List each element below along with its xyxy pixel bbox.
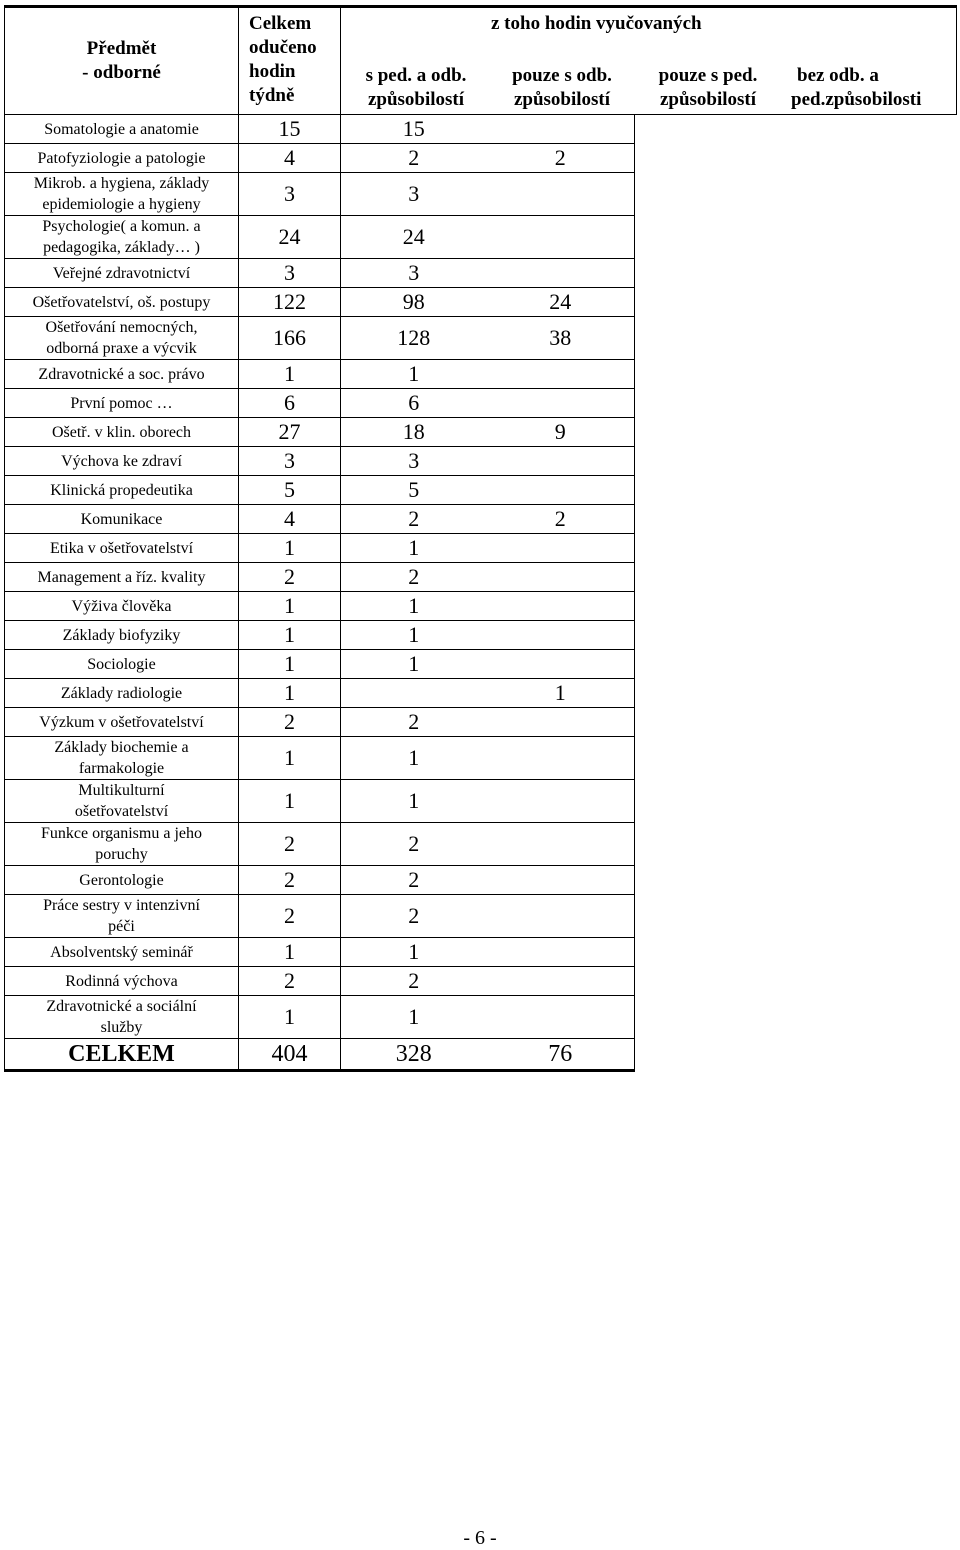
none-hours-cell: [781, 418, 957, 447]
subject-name-line: Základy radiologie: [60, 684, 183, 702]
ped-odb-hours-cell: 1: [341, 650, 487, 679]
odb-hours-cell: [487, 823, 635, 866]
total-header-line-4: týdně: [249, 85, 295, 106]
subject-cell: [5, 679, 239, 708]
none-hours-cell: [781, 259, 957, 288]
ped-hours-cell: [635, 173, 781, 216]
none-hours-cell: [781, 173, 957, 216]
ped-hours-cell: [635, 563, 781, 592]
odb-hours-cell: [487, 650, 635, 679]
table-row: [5, 476, 957, 505]
col-ped-odb-header: [351, 64, 481, 112]
ped-hours-cell: [635, 389, 781, 418]
col-none-line-2: ped.způsobilosti: [791, 89, 922, 110]
ped-odb-hours-cell: 2: [341, 505, 487, 534]
ped-odb-hours-cell: 128: [341, 317, 487, 360]
odb-hours-cell: [487, 259, 635, 288]
col-ped-line-1: pouze s ped.: [658, 65, 758, 86]
subject-name-line: péči: [108, 918, 135, 935]
subject-name-line: Základy biochemie a: [54, 739, 189, 756]
odb-hours-cell: 38: [487, 317, 635, 360]
total-header-line-1: Celkem: [249, 13, 312, 34]
subject-name-line: Základy biofyziky: [62, 626, 181, 644]
odb-hours-cell: 1: [487, 679, 635, 708]
none-hours-cell: [781, 563, 957, 592]
none-hours-cell: [781, 708, 957, 737]
total-hours-cell: 1: [239, 534, 341, 563]
total-hours-cell: 5: [239, 476, 341, 505]
ped-hours-cell: [635, 259, 781, 288]
none-hours-cell: [781, 476, 957, 505]
subject-cell: [5, 144, 239, 173]
none-hours-cell: [781, 317, 957, 360]
none-hours-cell: [781, 996, 957, 1039]
subject-name-line: Výživa člověka: [71, 597, 172, 615]
subject-cell: [5, 173, 239, 216]
subject-cell: [5, 823, 239, 866]
ped-hours-cell: [635, 476, 781, 505]
total-hours-cell: 2: [239, 708, 341, 737]
subject-cell: [5, 996, 239, 1039]
ped-hours-cell: [635, 996, 781, 1039]
ped-hours-cell: [635, 895, 781, 938]
odb-hours-cell: [487, 996, 635, 1039]
ped-odb-hours-cell: 3: [341, 173, 487, 216]
none-hours-cell: [781, 288, 957, 317]
table-row: [5, 534, 957, 563]
subject-header: [5, 7, 239, 115]
group-title: z toho hodin vyučovaných: [491, 13, 702, 34]
table-row: [5, 679, 957, 708]
subject-name-line: farmakologie: [78, 760, 165, 777]
none-hours-cell: [781, 650, 957, 679]
subject-name-line: Etika v ošetřovatelství: [49, 539, 194, 557]
subject-cell: [5, 288, 239, 317]
ped-hours-cell: [635, 780, 781, 823]
ped-odb-hours-cell: 2: [341, 823, 487, 866]
subject-cell: [5, 650, 239, 679]
subject-cell: [5, 563, 239, 592]
odb-hours-cell: 9: [487, 418, 635, 447]
subject-header-line-1: Předmět: [86, 38, 157, 59]
odb-hours-cell: [487, 708, 635, 737]
subject-name-line: poruchy: [95, 846, 148, 863]
ped-hours-cell: [635, 938, 781, 967]
odb-hours-cell: [487, 938, 635, 967]
subject-cell: [5, 259, 239, 288]
subject-name-line: Absolventský seminář: [50, 943, 193, 961]
table-row: [5, 389, 957, 418]
grand-total-hours: 404: [239, 1039, 341, 1071]
table-row: [5, 780, 957, 823]
subject-cell: [5, 621, 239, 650]
ped-hours-cell: [635, 967, 781, 996]
col-odb-line-2: způsobilostí: [513, 89, 611, 110]
odb-hours-cell: [487, 534, 635, 563]
col-ped-odb-line-2: způsobilostí: [367, 89, 465, 110]
odb-hours-cell: [487, 360, 635, 389]
none-hours-cell: [781, 823, 957, 866]
subject-cell: [5, 967, 239, 996]
group-header: [341, 7, 957, 115]
subject-name-line: Zdravotnické a soc. právo: [38, 365, 205, 383]
subject-name-line: Ošetřovatelství, oš. postupy: [32, 293, 211, 311]
total-hours-cell: 3: [239, 173, 341, 216]
none-hours-cell: [781, 389, 957, 418]
none-hours-cell: [781, 144, 957, 173]
table-row: [5, 115, 957, 144]
table-row: [5, 895, 957, 938]
hours-table-sheet: [4, 5, 956, 1072]
subject-name-line: Ošetř. v klin. oborech: [51, 423, 192, 441]
table-row: [5, 996, 957, 1039]
total-hours-cell: 24: [239, 216, 341, 259]
subject-name-line: odborná praxe a výcvik: [46, 340, 197, 357]
ped-odb-hours-cell: 18: [341, 418, 487, 447]
total-hours-header: [239, 7, 341, 115]
odb-hours-cell: 2: [487, 505, 635, 534]
ped-odb-hours-cell: 1: [341, 534, 487, 563]
subject-cell: [5, 708, 239, 737]
grand-total-odb: 76: [487, 1039, 635, 1071]
none-hours-cell: [781, 737, 957, 780]
subject-cell: [5, 216, 239, 259]
total-hours-cell: 166: [239, 317, 341, 360]
ped-hours-cell: [635, 679, 781, 708]
table-row: [5, 592, 957, 621]
ped-odb-hours-cell: 15: [341, 115, 487, 144]
hours-table: [4, 5, 957, 1072]
total-hours-cell: 1: [239, 679, 341, 708]
table-row: [5, 967, 957, 996]
none-hours-cell: [781, 534, 957, 563]
subject-cell: [5, 592, 239, 621]
none-hours-cell: [781, 621, 957, 650]
table-row: [5, 621, 957, 650]
ped-odb-hours-cell: 2: [341, 967, 487, 996]
col-odb-line-1: pouze s odb.: [512, 65, 612, 86]
none-hours-cell: [781, 780, 957, 823]
total-hours-cell: 1: [239, 938, 341, 967]
ped-hours-cell: [635, 866, 781, 895]
ped-hours-cell: [635, 144, 781, 173]
subject-cell: [5, 360, 239, 389]
table-row: [5, 505, 957, 534]
odb-hours-cell: 24: [487, 288, 635, 317]
table-row: [5, 144, 957, 173]
table-row: [5, 737, 957, 780]
total-hours-cell: 122: [239, 288, 341, 317]
table-row: [5, 259, 957, 288]
subject-name-line: Veřejné zdravotnictví: [52, 264, 191, 282]
subject-name-line: Mikrob. a hygiena, základy: [33, 175, 210, 192]
subject-cell: [5, 476, 239, 505]
subject-name-line: ošetřovatelství: [74, 803, 169, 820]
odb-hours-cell: [487, 621, 635, 650]
none-hours-cell: [781, 505, 957, 534]
odb-hours-cell: [487, 173, 635, 216]
ped-odb-hours-cell: 2: [341, 563, 487, 592]
odb-hours-cell: [487, 389, 635, 418]
none-hours-cell: [781, 895, 957, 938]
subject-cell: [5, 115, 239, 144]
subject-name-line: Ošetřování nemocných,: [45, 319, 198, 336]
subject-name-line: Psychologie( a komun. a: [42, 218, 201, 235]
subject-name-line: Gerontologie: [79, 871, 164, 889]
subject-name-line: Patofyziologie a patologie: [37, 149, 206, 167]
subject-name-line: pedagogika, základy… ): [43, 239, 200, 256]
col-none-line-1: bez odb. a: [797, 65, 879, 86]
ped-hours-cell: [635, 708, 781, 737]
ped-hours-cell: [635, 216, 781, 259]
subject-name-line: Somatologie a anatomie: [44, 120, 199, 138]
table-row: [5, 866, 957, 895]
none-hours-cell: [781, 592, 957, 621]
ped-odb-hours-cell: 98: [341, 288, 487, 317]
ped-hours-cell: [635, 447, 781, 476]
total-hours-cell: 4: [239, 505, 341, 534]
odb-hours-cell: [487, 737, 635, 780]
ped-hours-cell: [635, 621, 781, 650]
subject-cell: [5, 866, 239, 895]
grand-total-ped: [635, 1039, 781, 1071]
total-hours-cell: 2: [239, 866, 341, 895]
subject-name-line: Výzkum v ošetřovatelství: [39, 713, 204, 731]
table-row: [5, 708, 957, 737]
ped-odb-hours-cell: 24: [341, 216, 487, 259]
odb-hours-cell: [487, 866, 635, 895]
none-hours-cell: [781, 938, 957, 967]
ped-odb-hours-cell: 6: [341, 389, 487, 418]
subject-name-line: služby: [100, 1019, 143, 1036]
table-row: [5, 173, 957, 216]
ped-odb-hours-cell: 2: [341, 144, 487, 173]
total-hours-cell: 1: [239, 621, 341, 650]
ped-odb-hours-cell: [341, 679, 487, 708]
subject-name-line: Klinická propedeutika: [50, 481, 193, 499]
ped-hours-cell: [635, 505, 781, 534]
subject-header-line-2: - odborné: [82, 62, 161, 83]
total-hours-cell: 2: [239, 563, 341, 592]
total-hours-cell: 3: [239, 447, 341, 476]
page-number: - 6 -: [463, 1527, 497, 1549]
ped-odb-hours-cell: 5: [341, 476, 487, 505]
total-header-line-3: hodin: [249, 61, 296, 82]
ped-hours-cell: [635, 650, 781, 679]
subject-name-line: epidemiologie a hygieny: [42, 196, 201, 213]
ped-odb-hours-cell: 1: [341, 621, 487, 650]
odb-hours-cell: 2: [487, 144, 635, 173]
table-row: [5, 360, 957, 389]
ped-hours-cell: [635, 592, 781, 621]
subject-name-line: Komunikace: [80, 510, 163, 528]
total-hours-cell: 3: [239, 259, 341, 288]
subject-cell: [5, 780, 239, 823]
none-hours-cell: [781, 115, 957, 144]
odb-hours-cell: [487, 447, 635, 476]
subject-cell: [5, 317, 239, 360]
col-none-header: [791, 64, 960, 112]
total-hours-cell: 1: [239, 996, 341, 1039]
table-row: [5, 317, 957, 360]
total-hours-cell: 2: [239, 967, 341, 996]
odb-hours-cell: [487, 216, 635, 259]
ped-odb-hours-cell: 1: [341, 737, 487, 780]
ped-odb-hours-cell: 2: [341, 866, 487, 895]
table-row: [5, 216, 957, 259]
total-hours-cell: 1: [239, 780, 341, 823]
odb-hours-cell: [487, 476, 635, 505]
total-hours-cell: 27: [239, 418, 341, 447]
subject-name-line: Sociologie: [87, 655, 156, 673]
total-hours-cell: 1: [239, 650, 341, 679]
col-odb-header: [493, 64, 631, 112]
total-hours-cell: 1: [239, 737, 341, 780]
total-hours-cell: 1: [239, 360, 341, 389]
odb-hours-cell: [487, 780, 635, 823]
none-hours-cell: [781, 447, 957, 476]
subject-cell: [5, 447, 239, 476]
grand-total-ped-odb: 328: [341, 1039, 487, 1071]
total-hours-cell: 2: [239, 823, 341, 866]
ped-odb-hours-cell: 1: [341, 780, 487, 823]
subject-name-line: První pomoc …: [70, 394, 173, 412]
subject-name-line: Rodinná výchova: [65, 972, 178, 990]
table-row: [5, 823, 957, 866]
ped-odb-hours-cell: 3: [341, 447, 487, 476]
odb-hours-cell: [487, 563, 635, 592]
subject-cell: [5, 389, 239, 418]
subject-cell: [5, 938, 239, 967]
col-ped-header: [639, 64, 777, 112]
ped-hours-cell: [635, 115, 781, 144]
table-row: [5, 288, 957, 317]
table-row: [5, 563, 957, 592]
total-row: [5, 1039, 957, 1071]
odb-hours-cell: [487, 967, 635, 996]
subject-cell: [5, 737, 239, 780]
table-row: [5, 418, 957, 447]
table-row: [5, 650, 957, 679]
ped-odb-hours-cell: 2: [341, 708, 487, 737]
ped-odb-hours-cell: 2: [341, 895, 487, 938]
odb-hours-cell: [487, 115, 635, 144]
col-ped-line-2: způsobilostí: [659, 89, 757, 110]
none-hours-cell: [781, 866, 957, 895]
ped-odb-hours-cell: 1: [341, 996, 487, 1039]
ped-hours-cell: [635, 737, 781, 780]
col-ped-odb-line-1: s ped. a odb.: [365, 65, 467, 86]
ped-odb-hours-cell: 3: [341, 259, 487, 288]
subject-cell: [5, 418, 239, 447]
subject-name-line: Práce sestry v intenzivní: [43, 897, 200, 914]
subject-name-line: Funkce organismu a jeho: [40, 825, 202, 842]
total-hours-cell: 1: [239, 592, 341, 621]
total-header-line-2: odučeno: [249, 37, 317, 58]
subject-cell: [5, 895, 239, 938]
ped-hours-cell: [635, 288, 781, 317]
subject-cell: [5, 505, 239, 534]
odb-hours-cell: [487, 895, 635, 938]
ped-odb-hours-cell: 1: [341, 938, 487, 967]
ped-odb-hours-cell: 1: [341, 360, 487, 389]
total-hours-cell: 6: [239, 389, 341, 418]
table-row: [5, 938, 957, 967]
none-hours-cell: [781, 216, 957, 259]
ped-hours-cell: [635, 317, 781, 360]
total-hours-cell: 2: [239, 895, 341, 938]
odb-hours-cell: [487, 592, 635, 621]
ped-hours-cell: [635, 823, 781, 866]
subject-name-line: Multikulturní: [78, 782, 165, 799]
ped-hours-cell: [635, 360, 781, 389]
none-hours-cell: [781, 679, 957, 708]
total-hours-cell: 4: [239, 144, 341, 173]
ped-odb-hours-cell: 1: [341, 592, 487, 621]
total-label: CELKEM: [5, 1039, 239, 1071]
header-row: [5, 7, 957, 115]
subject-name-line: Zdravotnické a sociální: [46, 998, 197, 1015]
table-row: [5, 447, 957, 476]
subject-name-line: Výchova ke zdraví: [61, 452, 182, 470]
subject-name-line: Management a říz. kvality: [37, 568, 206, 586]
none-hours-cell: [781, 967, 957, 996]
total-hours-cell: 15: [239, 115, 341, 144]
subject-cell: [5, 534, 239, 563]
none-hours-cell: [781, 360, 957, 389]
ped-hours-cell: [635, 418, 781, 447]
grand-total-none: [781, 1039, 957, 1071]
ped-hours-cell: [635, 534, 781, 563]
